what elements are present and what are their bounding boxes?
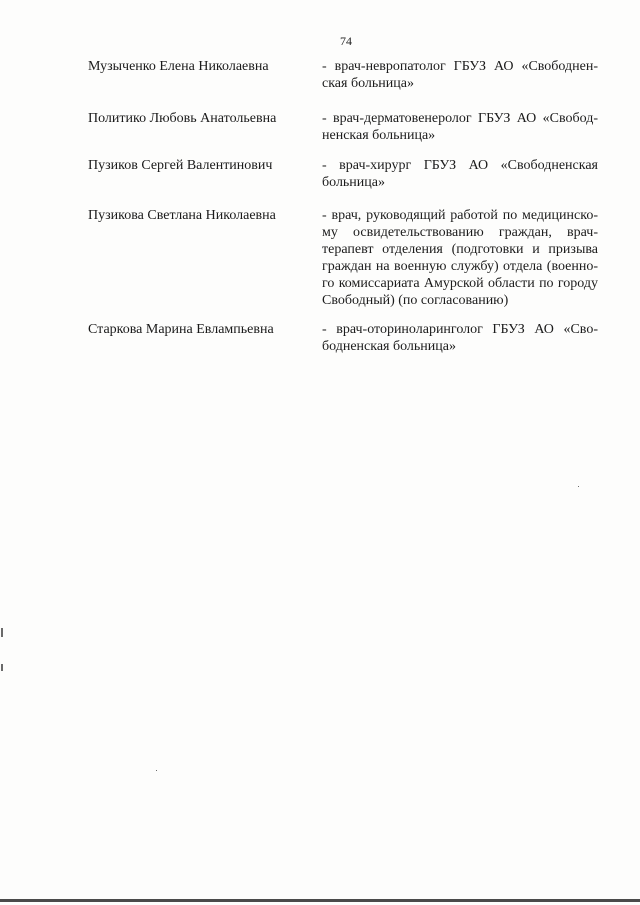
person-name: Пузиков Сергей Валентинович bbox=[88, 158, 273, 173]
person-role: - врач-оториноларинголог ГБУЗ АО «Сво-бодненская больница» bbox=[322, 322, 598, 354]
scan-artifact bbox=[1, 664, 3, 671]
scan-artifact bbox=[1, 628, 3, 637]
person-role: - врач-дерматовенеролог ГБУЗ АО «Свобод-ненская больница» bbox=[322, 111, 598, 143]
page-number: 74 bbox=[340, 34, 352, 48]
person-name: Пузикова Светлана Николаевна bbox=[88, 208, 276, 223]
person-name: Музыченко Елена Николаевна bbox=[88, 59, 269, 74]
scan-artifact bbox=[578, 486, 579, 487]
scan-edge-line bbox=[0, 899, 640, 902]
person-role: - врач, руководящий работой по медицинско-му освидетельствованию граждан, врач-терапевт отделения (подготовки и призыва граждан на военную службу) отдела (военно-го комиссариата Амурской области по городу Свободный) (по согласованию) bbox=[322, 208, 598, 308]
person-role: - врач-хирург ГБУЗ АО «Свободненская больница» bbox=[322, 158, 598, 190]
person-role: - врач-невропатолог ГБУЗ АО «Свободнен-ская больница» bbox=[322, 59, 598, 91]
person-name: Старкова Марина Евлампьевна bbox=[88, 322, 274, 337]
scan-artifact bbox=[156, 770, 157, 771]
person-name: Политико Любовь Анатольевна bbox=[88, 111, 277, 126]
